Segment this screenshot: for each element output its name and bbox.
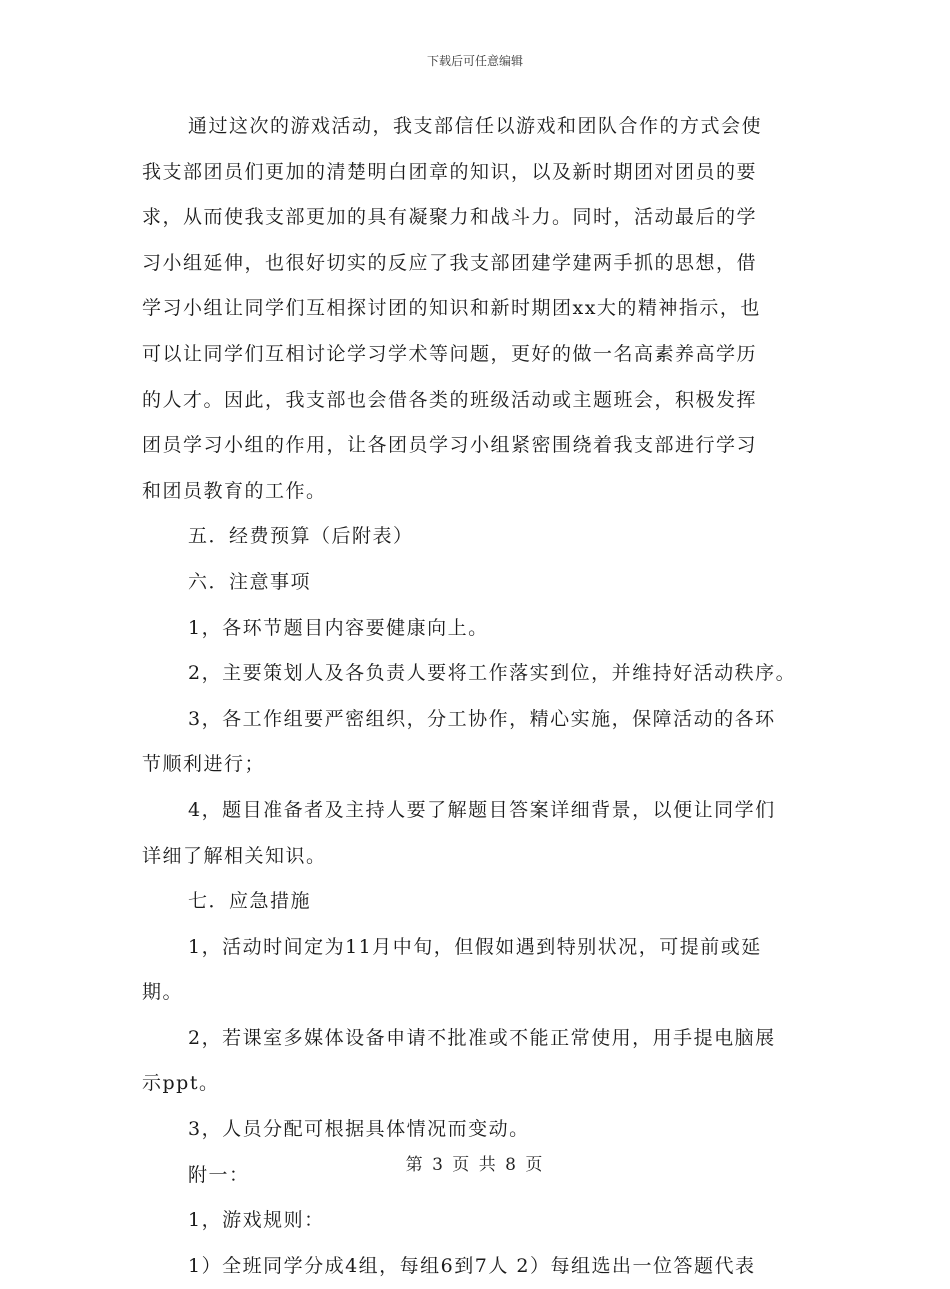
text-line: 的人才。因此，我支部也会借各类的班级活动或主题班会，积极发挥	[142, 388, 758, 411]
text-line: 附一：	[188, 1163, 250, 1186]
page-header-note: 下载后可任意编辑	[426, 54, 523, 68]
text-line: 3，人员分配可根据具体情况而变动。	[188, 1118, 530, 1141]
text-line: 1，活动时间定为11月中旬，但假如遇到特别状况，可提前或延	[188, 935, 762, 958]
text-line: 2，主要策划人及各负责人要将工作落实到位，并维持好活动秩序。	[188, 662, 797, 685]
text-line: 习小组延伸，也很好切实的反应了我支部团建学建两手抓的思想，借	[142, 251, 758, 274]
text-line: 通过这次的游戏活动，我支部信任以游戏和团队合作的方式会使	[188, 115, 763, 137]
text-line: 期。	[142, 981, 184, 1004]
text-line: 我支部团员们更加的清楚明白团章的知识，以及新时期团对团员的要	[142, 160, 758, 183]
text-line: 团员学习小组的作用，让各团员学习小组紧密围绕着我支部进行学习	[142, 434, 758, 457]
text-line: 七．应急措施	[188, 890, 312, 913]
text-line: 五．经费预算（后附表）	[188, 525, 414, 548]
text-line: 六．注意事项	[188, 570, 312, 593]
document-body	[142, 104, 822, 1289]
text-line: 和团员教育的工作。	[142, 479, 327, 502]
text-line: 2，若课室多媒体设备申请不批准或不能正常使用，用手提电脑展	[188, 1026, 776, 1049]
text-line: 示ppt。	[142, 1072, 220, 1095]
text-line: 可以让同学们互相讨论学习学术等问题，更好的做一名高素养高学历	[142, 342, 758, 365]
text-line: 详细了解相关知识。	[142, 844, 327, 867]
text-line: 1，游戏规则：	[188, 1209, 325, 1232]
text-line: 1，各环节题目内容要健康向上。	[188, 616, 489, 639]
text-line: 1）全班同学分成4组，每组6到7人 2）每组选出一位答题代表	[188, 1254, 756, 1277]
text-line: 4，题目准备者及主持人要了解题目答案详细背景，以便让同学们	[188, 798, 776, 821]
text-line: 求，从而使我支部更加的具有凝聚力和战斗力。同时，活动最后的学	[142, 206, 758, 229]
text-line: 学习小组让同学们互相探讨团的知识和新时期团xx大的精神指示，也	[142, 297, 761, 320]
text-line: 3，各工作组要严密组织，分工协作，精心实施，保障活动的各环	[188, 707, 776, 730]
text-line: 节顺利进行；	[142, 753, 266, 776]
page-footer-number: 第 3 页 共 8 页	[405, 1155, 545, 1175]
